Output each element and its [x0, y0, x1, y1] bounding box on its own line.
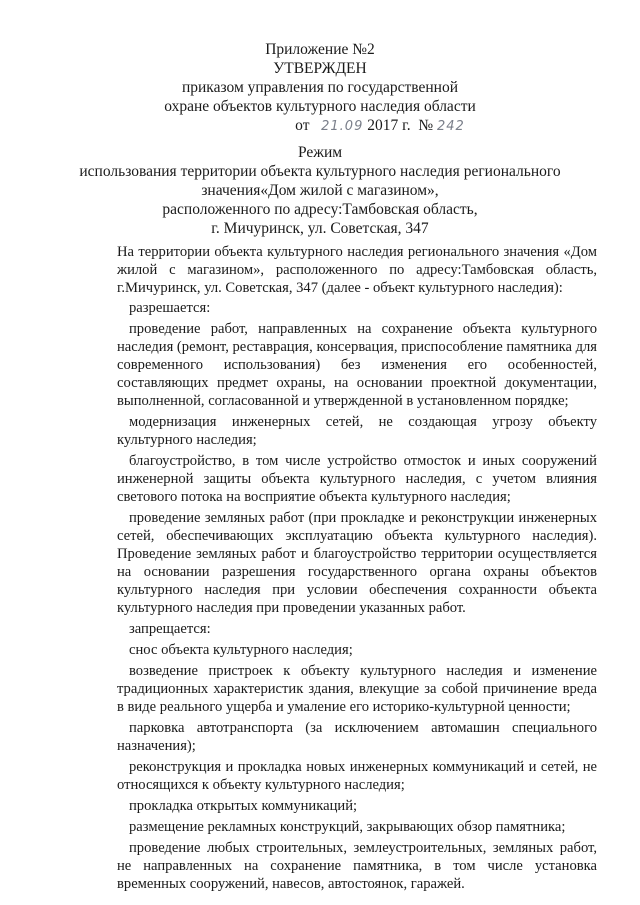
regime-title	[60, 143, 580, 238]
forbidden-item: снос объекта культурного наследия;	[129, 642, 353, 658]
forbidden-item: размещение рекламных конструкций, закрывающих обзор памятника;	[129, 819, 566, 835]
handwritten-order-number: 242	[437, 119, 465, 134]
regime-body	[117, 243, 597, 896]
forbidden-item: парковка автотранспорта (за исключением автомашин специального назначения);	[117, 720, 597, 754]
title-line-4: расположенного по адресу:Тамбовская область,	[162, 201, 478, 218]
forbidden-item: проведение любых строительных, землеустроительных, земляных работ, не направленных на сохранение памятника, в том числе установка временных сооружений, навесов, автостоянок, гаражей.	[117, 840, 597, 892]
date-prefix: от	[295, 117, 310, 134]
approval-block	[0, 40, 640, 136]
forbidden-item: реконструкция и прокладка новых инженерных коммуникаций и сетей, не относящихся к объекту культурного наследия;	[117, 759, 597, 793]
forbidden-item: прокладка открытых коммуникаций;	[129, 798, 358, 814]
title-line-2: использования территории объекта культурного наследия регионального	[79, 163, 561, 180]
title-line-5: г. Мичуринск, ул. Советская, 347	[211, 220, 429, 237]
order-line-2: охране объектов культурного наследия области	[164, 98, 476, 115]
order-line-1: приказом управления по государственной	[181, 79, 459, 96]
allowed-label: разрешается:	[129, 300, 211, 316]
title-line-1: Режим	[297, 144, 343, 161]
order-year: 2017 г.	[367, 117, 411, 134]
allowed-item: проведение земляных работ (при прокладке и реконструкции инженерных сетей, обеспечивающих эксплуатацию объекта культурного наследия). Проведение земляных работ и благоустройство территории осуществляется на основании разрешения государственного органа охраны объектов культурного наследия при условии обеспечения сохранности объекта культурного наследия при проведении указанных работ.	[117, 510, 597, 616]
title-line-3: значения«Дом жилой с магазином»,	[201, 182, 439, 199]
allowed-item: проведение работ, направленных на сохранение объекта культурного наследия (ремонт, реставрация, консервация, приспособление памятника для современного использования) без изменения его особенностей, составляющих предмет охраны, на основании проектной документации, выполненной, согласованной и утвержденной в установленном порядке;	[117, 321, 597, 409]
number-sign: №	[418, 117, 434, 134]
allowed-item: благоустройство, в том числе устройство отмосток и иных сооружений инженерной защиты объекта культурного наследия, с учетом влияния светового потока на восприятие объекта культурного наследия;	[117, 453, 597, 505]
forbidden-item: возведение пристроек к объекту культурного наследия и изменение традиционных характеристик здания, влекущие за собой причинение вреда в виде реального ущерба и умаление его историко-культурной ценности;	[117, 663, 597, 715]
approved-stamp-text: УТВЕРЖДЕН	[273, 60, 367, 77]
handwritten-date: 21.09	[321, 119, 364, 134]
order-date-line	[0, 116, 640, 136]
appendix-number: Приложение №2	[265, 41, 375, 58]
allowed-item: модернизация инженерных сетей, не создающая угрозу объекту культурного наследия;	[117, 414, 597, 448]
forbidden-label: запрещается:	[129, 621, 211, 637]
intro-paragraph: На территории объекта культурного наследия регионального значения «Дом жилой с магазином», расположенного по адресу:Тамбовская область, г.Мичуринск, ул. Советская, 347 (далее - объект культурного наследия):	[117, 244, 597, 296]
